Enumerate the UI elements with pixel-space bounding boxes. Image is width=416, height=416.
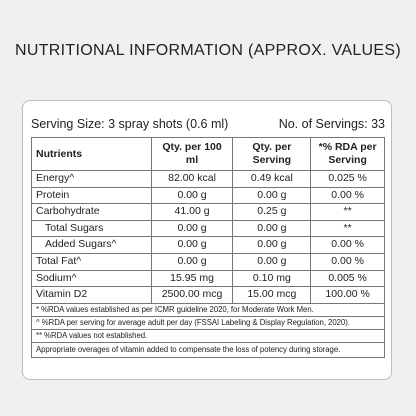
qty-per-100ml: 0.00 g <box>151 237 233 254</box>
nutrition-card <box>22 100 392 380</box>
qty-per-serving: 0.00 g <box>233 220 311 237</box>
qty-per-100ml: 0.00 g <box>151 253 233 270</box>
footnote-rda-fssai: ^ %RDA per serving for average adult per day (FSSAI Labeling & Display Regulation, 2020). <box>32 316 385 329</box>
table-row <box>32 220 385 237</box>
page-title: NUTRITIONAL INFORMATION (APPROX. VALUES) <box>15 42 401 59</box>
qty-per-serving: 0.49 kcal <box>233 171 311 188</box>
table-row <box>32 253 385 270</box>
footnote-row <box>32 329 385 342</box>
qty-per-100ml: 2500.00 mcg <box>151 287 233 304</box>
footnote-overages: Appropriate overages of vitamin added to compensate the loss of potency during storage. <box>32 342 385 357</box>
column-header: Qty. per Serving <box>233 138 311 171</box>
nutrient-name: Total Sugars <box>32 220 152 237</box>
footnote-rda-icmr: * %RDA values established as per ICMR guideline 2020, for Moderate Work Men. <box>32 303 385 316</box>
column-header: Qty. per 100 ml <box>151 138 233 171</box>
qty-per-100ml: 41.00 g <box>151 204 233 221</box>
qty-per-serving: 15.00 mcg <box>233 287 311 304</box>
qty-per-serving: 0.00 g <box>233 187 311 204</box>
qty-per-100ml: 0.00 g <box>151 187 233 204</box>
column-header: *% RDA per Serving <box>311 138 385 171</box>
nutrient-name: Protein <box>32 187 152 204</box>
nutrition-table <box>31 137 385 358</box>
table-header-row <box>32 138 385 171</box>
nutrient-name: Total Fat^ <box>32 253 152 270</box>
servings-count: No. of Servings: 33 <box>278 117 385 131</box>
footnote-row <box>32 342 385 357</box>
rda-per-serving: 0.005 % <box>311 270 385 287</box>
serving-size: Serving Size: 3 spray shots (0.6 ml) <box>31 117 229 131</box>
rda-per-serving: 0.00 % <box>311 187 385 204</box>
qty-per-serving: 0.00 g <box>233 237 311 254</box>
qty-per-100ml: 0.00 g <box>151 220 233 237</box>
rda-per-serving: ** <box>311 220 385 237</box>
nutrient-name: Vitamin D2 <box>32 287 152 304</box>
qty-per-serving: 0.10 mg <box>233 270 311 287</box>
footnote-row <box>32 303 385 316</box>
table-row <box>32 204 385 221</box>
serving-info <box>31 117 385 131</box>
table-row <box>32 171 385 188</box>
rda-per-serving: 0.025 % <box>311 171 385 188</box>
qty-per-100ml: 15.95 mg <box>151 270 233 287</box>
nutrient-name: Energy^ <box>32 171 152 188</box>
footnote-row <box>32 316 385 329</box>
rda-per-serving: 0.00 % <box>311 237 385 254</box>
table-row <box>32 187 385 204</box>
column-header: Nutrients <box>32 138 152 171</box>
rda-per-serving: ** <box>311 204 385 221</box>
table-row <box>32 270 385 287</box>
rda-per-serving: 100.00 % <box>311 287 385 304</box>
table-row <box>32 237 385 254</box>
qty-per-serving: 0.25 g <box>233 204 311 221</box>
nutrient-name: Sodium^ <box>32 270 152 287</box>
rda-per-serving: 0.00 % <box>311 253 385 270</box>
table-row <box>32 287 385 304</box>
qty-per-serving: 0.00 g <box>233 253 311 270</box>
nutrient-name: Carbohydrate <box>32 204 152 221</box>
qty-per-100ml: 82.00 kcal <box>151 171 233 188</box>
nutrient-name: Added Sugars^ <box>32 237 152 254</box>
footnote-rda-not-established: ** %RDA values not established. <box>32 329 385 342</box>
